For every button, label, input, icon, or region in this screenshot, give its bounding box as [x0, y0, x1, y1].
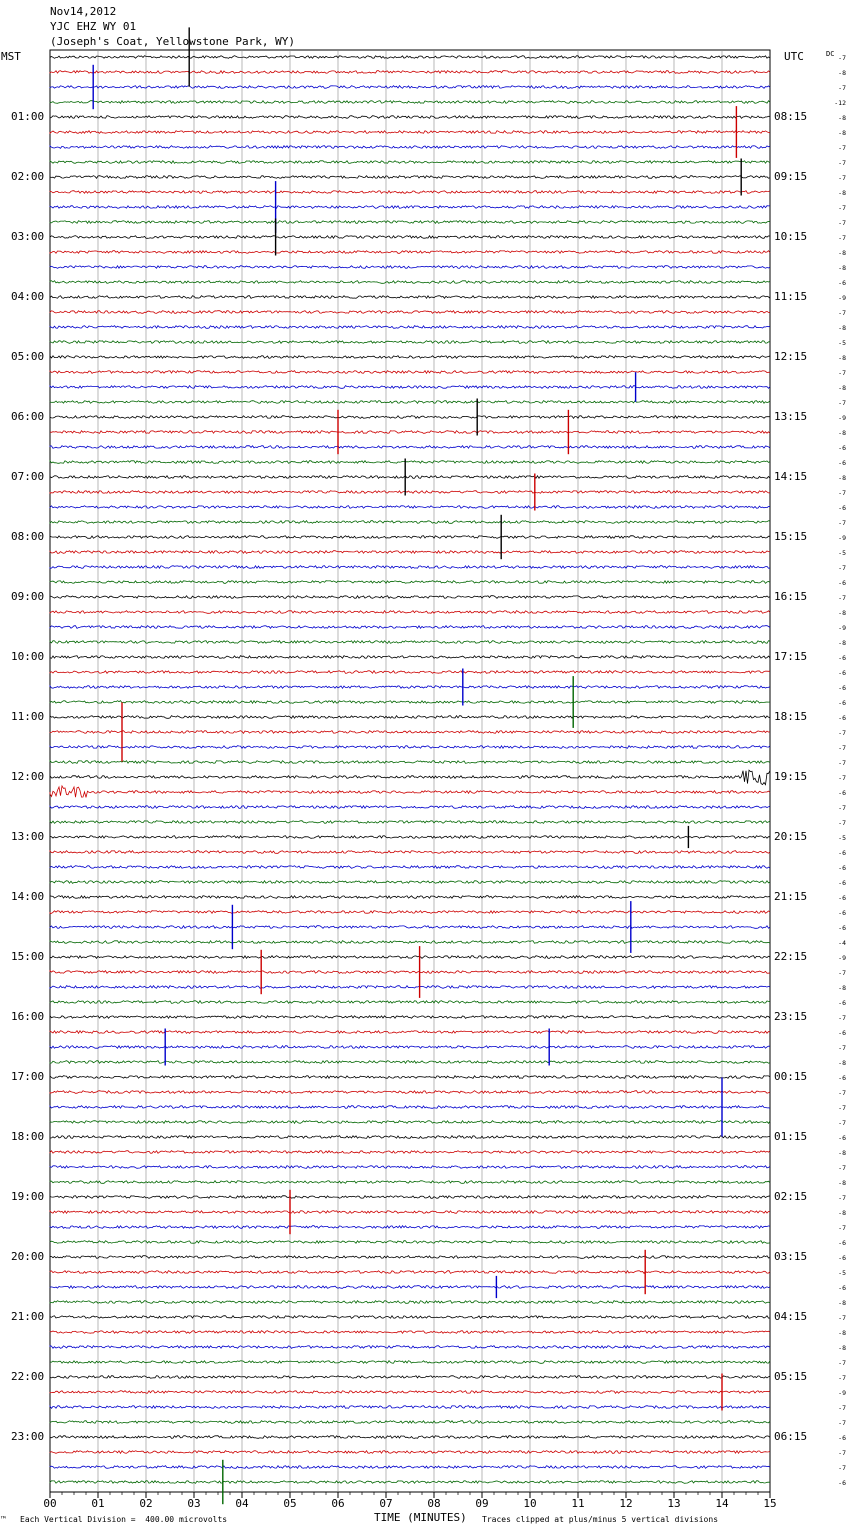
station-location: (Joseph's Coat, Yellowstone Park, WY) [50, 35, 296, 48]
trace-offset-label: -7 [838, 1044, 846, 1052]
mst-hour-label: 11:00 [11, 710, 45, 723]
x-tick-label: 11 [571, 1497, 585, 1510]
trace-offset-label: -6 [838, 1029, 846, 1037]
x-tick-label: 14 [715, 1497, 729, 1510]
trace-offset-label: -8 [838, 639, 846, 647]
seismic-trace [50, 896, 770, 899]
seismic-trace [50, 1076, 770, 1079]
seismic-trace [50, 146, 770, 149]
trace-offset-label: -7 [838, 1164, 846, 1172]
mst-hour-label: 17:00 [11, 1070, 45, 1083]
seismic-trace [50, 326, 770, 329]
trace-offset-label: -7 [838, 204, 846, 212]
seismic-trace [50, 641, 770, 644]
trace-offset-label: -6 [838, 1254, 846, 1262]
trace-offset-label: -6 [838, 1239, 846, 1247]
mst-hour-label: 10:00 [11, 650, 45, 663]
seismic-trace [50, 1451, 770, 1454]
seismic-trace [50, 431, 770, 434]
seismic-trace [50, 311, 770, 314]
seismic-trace [50, 71, 770, 74]
trace-offset-label: -8 [838, 474, 846, 482]
seismic-trace [50, 401, 770, 404]
trace-offset-label: -7 [838, 159, 846, 167]
seismic-trace [50, 446, 770, 449]
trace-offset-label: -6 [838, 699, 846, 707]
x-tick-label: 04 [235, 1497, 249, 1510]
trace-offset-label: -7 [838, 1014, 846, 1022]
seismic-trace [50, 116, 770, 119]
x-tick-label: 05 [283, 1497, 297, 1510]
seismic-trace [50, 1181, 770, 1184]
utc-hour-label: 01:15 [774, 1130, 808, 1143]
trace-offset-label: -8 [838, 264, 846, 272]
x-tick-label: 00 [43, 1497, 57, 1510]
seismic-trace [50, 206, 770, 209]
seismic-trace [50, 1121, 770, 1124]
seismic-trace [50, 56, 770, 59]
trace-offset-label: -8 [838, 129, 846, 137]
trace-offset-label: -7 [838, 1449, 846, 1457]
mst-hour-label: 16:00 [11, 1010, 45, 1023]
seismic-trace [50, 986, 770, 989]
utc-hour-label: 12:15 [774, 350, 808, 363]
seismic-trace [50, 506, 770, 509]
seismic-trace [50, 191, 770, 194]
mst-hour-label: 20:00 [11, 1250, 45, 1263]
utc-hour-label: 13:15 [774, 410, 808, 423]
trace-offset-label: -7 [838, 594, 846, 602]
seismic-trace [50, 1271, 770, 1274]
seismic-trace [50, 1346, 770, 1349]
x-tick-label: 06 [331, 1497, 345, 1510]
trace-offset-label: -12 [834, 99, 846, 107]
mst-zone-label: MST [1, 50, 21, 63]
x-tick-label: 12 [619, 1497, 633, 1510]
utc-hour-label: 09:15 [774, 170, 808, 183]
seismic-trace [50, 866, 770, 869]
mst-hour-label: 04:00 [11, 290, 45, 303]
trace-offset-label: -6 [838, 789, 846, 797]
seismic-trace [50, 1046, 770, 1049]
trace-offset-label: -8 [838, 1179, 846, 1187]
seismic-trace [50, 1136, 770, 1139]
seismic-trace [50, 746, 770, 749]
utc-zone-label: UTC [784, 50, 804, 63]
mst-hour-label: 19:00 [11, 1190, 45, 1203]
trace-offset-label: -6 [838, 864, 846, 872]
utc-hour-label: 15:15 [774, 530, 808, 543]
trace-offset-label: -9 [838, 294, 846, 302]
trace-offset-label: -7 [838, 519, 846, 527]
seismic-trace [50, 701, 770, 704]
x-axis-title: TIME (MINUTES) [374, 1511, 467, 1524]
trace-offset-label: -5 [838, 1269, 846, 1277]
x-tick-label: 10 [523, 1497, 537, 1510]
trace-offset-label: -7 [838, 1089, 846, 1097]
trace-offset-label: -7 [838, 1464, 846, 1472]
trace-offset-label: -8 [838, 1329, 846, 1337]
trace-offset-label: -7 [838, 174, 846, 182]
seismic-trace [50, 371, 770, 374]
seismic-trace [50, 911, 770, 914]
trace-offset-label: -5 [838, 834, 846, 842]
x-tick-label: 09 [475, 1497, 489, 1510]
trace-offset-label: -8 [838, 1209, 846, 1217]
trace-offset-label: -6 [838, 849, 846, 857]
trace-offset-label: -7 [838, 1224, 846, 1232]
seismic-trace [50, 1241, 770, 1244]
trace-offset-label: -6 [838, 279, 846, 287]
mst-hour-label: 18:00 [11, 1130, 45, 1143]
seismic-trace [50, 786, 770, 798]
seismic-trace [50, 1406, 770, 1409]
seismic-trace [50, 1016, 770, 1019]
seismic-trace [50, 1151, 770, 1154]
seismic-trace [50, 131, 770, 134]
trace-offset-label: -7 [838, 234, 846, 242]
trace-offset-label: -7 [838, 564, 846, 572]
seismic-trace [50, 1061, 770, 1064]
trace-offset-label: -7 [838, 969, 846, 977]
utc-hour-label: 08:15 [774, 110, 808, 123]
trace-offset-label: -7 [838, 369, 846, 377]
trace-offset-label: -7 [838, 1404, 846, 1412]
trace-offset-label: -7 [838, 729, 846, 737]
trace-offset-label: -7 [838, 219, 846, 227]
mst-hour-label: 05:00 [11, 350, 45, 363]
mst-hour-label: 14:00 [11, 890, 45, 903]
mst-hour-label: 01:00 [11, 110, 45, 123]
trace-offset-label: -7 [838, 54, 846, 62]
utc-hour-label: 22:15 [774, 950, 808, 963]
seismic-trace [50, 1481, 770, 1484]
trace-offset-label: -7 [838, 1359, 846, 1367]
trace-offset-label: -6 [838, 579, 846, 587]
seismic-trace [50, 656, 770, 659]
seismic-trace [50, 821, 770, 824]
seismic-trace [50, 236, 770, 239]
utc-hour-label: 11:15 [774, 290, 808, 303]
trace-offset-label: -8 [838, 324, 846, 332]
seismic-trace [50, 1196, 770, 1199]
utc-hour-label: 18:15 [774, 710, 808, 723]
seismic-trace [50, 161, 770, 164]
seismic-trace [50, 1316, 770, 1319]
seismic-trace [50, 386, 770, 389]
seismic-trace [50, 1211, 770, 1214]
seismic-trace [50, 1436, 770, 1439]
trace-offset-label: -9 [838, 954, 846, 962]
mst-hour-label: 07:00 [11, 470, 45, 483]
seismic-trace [50, 1091, 770, 1094]
utc-hour-label: 03:15 [774, 1250, 808, 1263]
seismic-trace [50, 941, 770, 944]
utc-hour-label: 19:15 [774, 770, 808, 783]
seismic-trace [50, 1031, 770, 1034]
mst-hour-label: 02:00 [11, 170, 45, 183]
trace-offset-label: -8 [838, 354, 846, 362]
trace-offset-label: -8 [838, 609, 846, 617]
seismic-trace [50, 356, 770, 359]
seismic-trace [50, 1361, 770, 1364]
trace-offset-label: -7 [838, 1314, 846, 1322]
seismic-trace [50, 416, 770, 419]
mst-hour-label: 13:00 [11, 830, 45, 843]
mst-hour-label: 03:00 [11, 230, 45, 243]
trace-offset-label: -7 [838, 804, 846, 812]
trace-offset-label: -8 [838, 1299, 846, 1307]
seismic-trace [50, 926, 770, 929]
trace-offset-label: -5 [838, 549, 846, 557]
trace-offset-label: -6 [838, 909, 846, 917]
trace-offset-label: -6 [838, 1074, 846, 1082]
mst-hour-label: 15:00 [11, 950, 45, 963]
seismic-trace [50, 1376, 770, 1379]
x-tick-label: 03 [187, 1497, 201, 1510]
trace-offset-label: -8 [838, 1059, 846, 1067]
clip-note: Traces clipped at plus/minus 5 vertical divisions [482, 1515, 719, 1524]
trace-offset-label: -6 [838, 1479, 846, 1487]
trace-offset-label: -9 [838, 414, 846, 422]
utc-hour-label: 23:15 [774, 1010, 808, 1023]
seismic-trace [50, 611, 770, 614]
x-tick-label: 15 [763, 1497, 777, 1510]
trace-offset-label: -8 [838, 384, 846, 392]
seismic-trace [50, 461, 770, 464]
trace-offset-label: -7 [838, 84, 846, 92]
mst-hour-label: 08:00 [11, 530, 45, 543]
seismic-trace [50, 221, 770, 224]
trace-offset-label: -7 [838, 1119, 846, 1127]
trace-offset-label: -7 [838, 1374, 846, 1382]
seismic-trace [50, 1106, 770, 1109]
seismic-trace [50, 1226, 770, 1229]
seismic-trace [50, 296, 770, 299]
seismic-trace [50, 770, 770, 785]
vertical-scale-note: Each Vertical Division = 400.00 microvolts [20, 1515, 228, 1524]
trace-offset-label: -6 [838, 894, 846, 902]
utc-hour-label: 21:15 [774, 890, 808, 903]
seismic-trace [50, 851, 770, 854]
seismic-trace [50, 836, 770, 839]
seismic-trace [50, 1286, 770, 1289]
seismic-trace [50, 731, 770, 734]
trace-offset-label: -6 [838, 999, 846, 1007]
trace-offset-label: -5 [838, 339, 846, 347]
seismic-trace [50, 1421, 770, 1424]
x-tick-label: 13 [667, 1497, 681, 1510]
trace-offset-label: -6 [838, 654, 846, 662]
seismic-trace [50, 551, 770, 554]
trace-offset-label: -7 [838, 489, 846, 497]
trace-offset-label: -6 [838, 1284, 846, 1292]
seismic-trace [50, 716, 770, 719]
trace-offset-label: -7 [838, 1104, 846, 1112]
trace-offset-label: -7 [838, 1194, 846, 1202]
utc-hour-label: 02:15 [774, 1190, 808, 1203]
seismic-trace [50, 476, 770, 479]
seismic-trace [50, 1466, 770, 1469]
seismic-trace [50, 596, 770, 599]
seismic-trace [50, 491, 770, 494]
mst-hour-label: 22:00 [11, 1370, 45, 1383]
trace-offset-label: -6 [838, 924, 846, 932]
utc-hour-label: 16:15 [774, 590, 808, 603]
trace-offset-label: -7 [838, 144, 846, 152]
seismic-trace [50, 581, 770, 584]
utc-hour-label: 17:15 [774, 650, 808, 663]
seismic-trace [50, 281, 770, 284]
utc-hour-label: 14:15 [774, 470, 808, 483]
utc-hour-label: 10:15 [774, 230, 808, 243]
trace-offset-label: -6 [838, 1134, 846, 1142]
trace-offset-label: -6 [838, 1434, 846, 1442]
x-tick-label: 01 [91, 1497, 105, 1510]
dc-label: DC [826, 50, 835, 58]
seismic-trace [50, 806, 770, 809]
trace-offset-label: -7 [838, 819, 846, 827]
trace-offset-label: -7 [838, 1419, 846, 1427]
seismic-trace [50, 101, 770, 104]
trace-offset-label: -8 [838, 249, 846, 257]
trace-offset-label: -7 [838, 399, 846, 407]
trace-offset-label: -6 [838, 684, 846, 692]
seismic-trace [50, 341, 770, 344]
seismic-trace [50, 971, 770, 974]
trace-offset-label: -8 [838, 984, 846, 992]
seismic-trace [50, 1301, 770, 1304]
x-tick-label: 08 [427, 1497, 441, 1510]
utc-hour-label: 06:15 [774, 1430, 808, 1443]
seismic-trace [50, 266, 770, 269]
trace-offset-label: -9 [838, 534, 846, 542]
trace-offset-label: -8 [838, 1344, 846, 1352]
trace-offset-label: -8 [838, 69, 846, 77]
trace-offset-label: -8 [838, 429, 846, 437]
trace-offset-label: -6 [838, 504, 846, 512]
station-code: YJC EHZ WY 01 [50, 20, 137, 33]
seismic-trace [50, 1391, 770, 1394]
seismic-trace [50, 251, 770, 254]
seismic-trace [50, 536, 770, 539]
trace-offset-label: -7 [838, 759, 846, 767]
trace-offset-label: -6 [838, 459, 846, 467]
trace-offset-label: -6 [838, 714, 846, 722]
seismic-trace [50, 671, 770, 674]
trace-offset-label: -8 [838, 114, 846, 122]
seismic-trace [50, 686, 770, 689]
seismic-trace [50, 881, 770, 884]
seismic-trace [50, 956, 770, 959]
seismic-trace [50, 1331, 770, 1334]
corner-mark: ™ [1, 1515, 6, 1524]
x-tick-label: 07 [379, 1497, 393, 1510]
utc-hour-label: 04:15 [774, 1310, 808, 1323]
seismic-trace [50, 566, 770, 569]
trace-offset-label: -9 [838, 1389, 846, 1397]
seismic-trace [50, 626, 770, 629]
trace-offset-label: -6 [838, 669, 846, 677]
seismic-trace [50, 1001, 770, 1004]
utc-hour-label: 05:15 [774, 1370, 808, 1383]
utc-hour-label: 00:15 [774, 1070, 808, 1083]
trace-offset-label: -7 [838, 744, 846, 752]
trace-offset-label: -8 [838, 189, 846, 197]
trace-offset-label: -4 [838, 939, 846, 947]
mst-hour-label: 23:00 [11, 1430, 45, 1443]
seismic-trace [50, 86, 770, 89]
seismic-trace [50, 761, 770, 764]
mst-hour-label: 06:00 [11, 410, 45, 423]
utc-hour-label: 20:15 [774, 830, 808, 843]
seismic-trace [50, 521, 770, 524]
seismic-trace [50, 1166, 770, 1169]
seismic-trace [50, 176, 770, 179]
mst-hour-label: 21:00 [11, 1310, 45, 1323]
x-tick-label: 02 [139, 1497, 153, 1510]
seismic-trace [50, 1256, 770, 1259]
trace-offset-label: -7 [838, 309, 846, 317]
plot-date: Nov14,2012 [50, 5, 117, 18]
mst-hour-label: 09:00 [11, 590, 45, 603]
trace-offset-label: -6 [838, 444, 846, 452]
mst-hour-label: 12:00 [11, 770, 45, 783]
trace-offset-label: -6 [838, 879, 846, 887]
trace-offset-label: -8 [838, 1149, 846, 1157]
trace-offset-label: -7 [838, 774, 846, 782]
trace-offset-label: -9 [838, 624, 846, 632]
